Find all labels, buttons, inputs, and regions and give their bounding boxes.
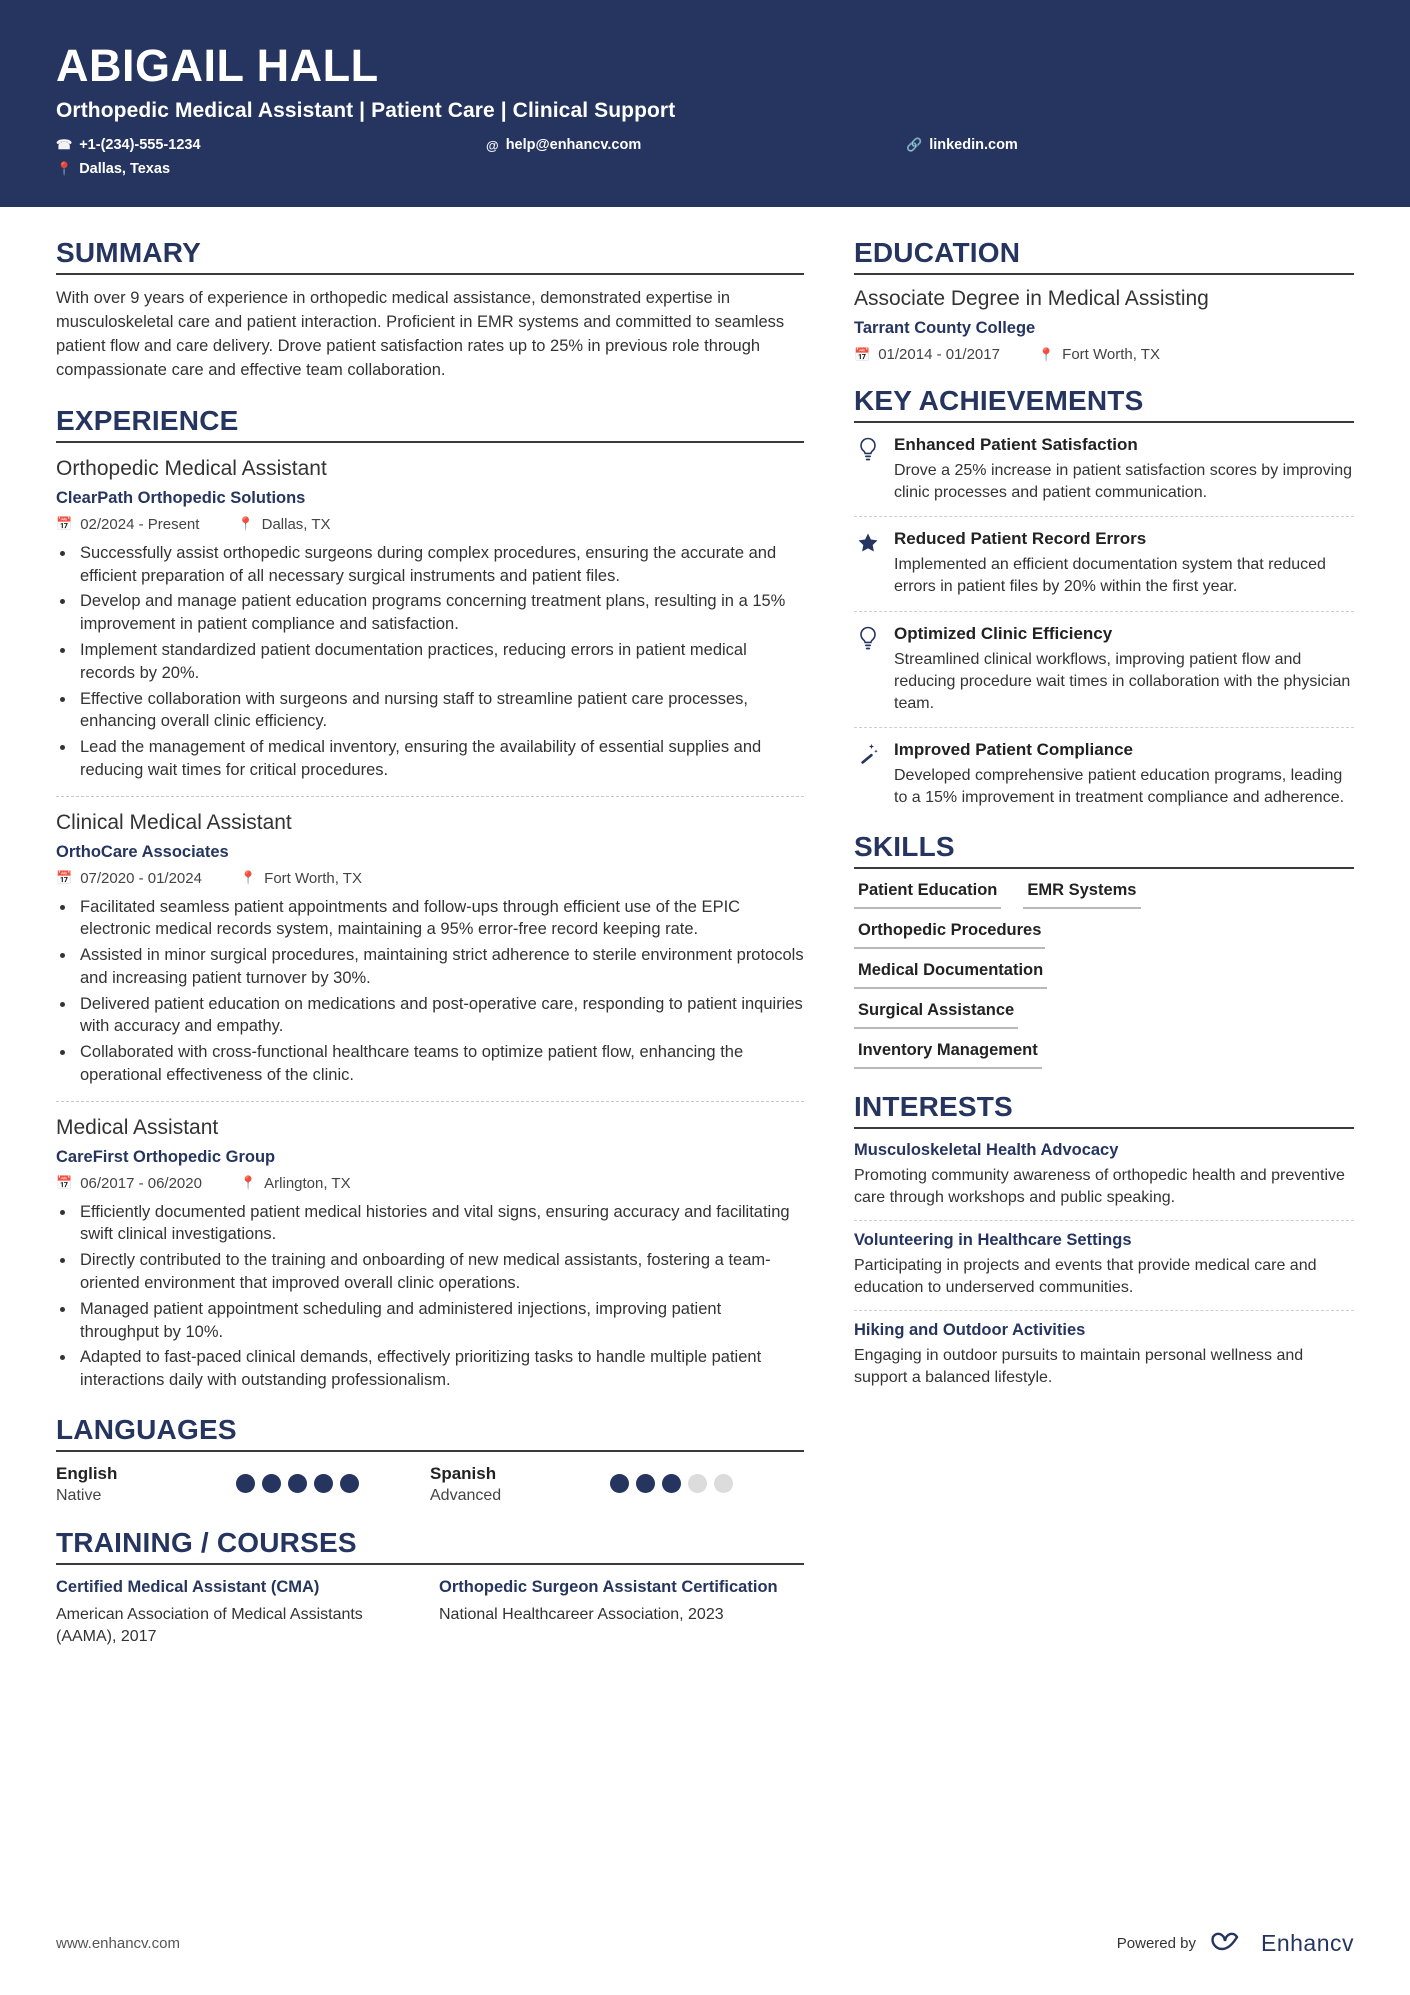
education-degree: Associate Degree in Medical Assisting bbox=[854, 287, 1209, 311]
skills-row bbox=[854, 1001, 1354, 1029]
section-rule bbox=[56, 1450, 804, 1452]
training-detail: National Healthcareer Association, 2023 bbox=[439, 1606, 724, 1624]
training-name: Orthopedic Surgeon Assistant Certification bbox=[439, 1577, 778, 1596]
item-divider bbox=[56, 796, 804, 797]
languages-list bbox=[56, 1464, 804, 1505]
job-bullet: • Adapted to fast-paced clinical demands, effectively prioritizing tasks to handle multiple patient interactions daily with outstanding professionalism. bbox=[76, 1346, 804, 1392]
calendar-icon: 📅 bbox=[56, 1175, 73, 1191]
achievement-title: Improved Patient Compliance bbox=[894, 739, 1133, 759]
contact-location-value: Dallas, Texas bbox=[79, 161, 171, 178]
enhancv-logo-icon bbox=[1210, 1931, 1252, 1957]
interest-name: Hiking and Outdoor Activities bbox=[854, 1321, 1086, 1340]
skill-tag: Orthopedic Procedures bbox=[854, 921, 1045, 949]
achievement-title: Enhanced Patient Satisfaction bbox=[894, 435, 1138, 455]
job-location: Fort Worth, TX bbox=[264, 869, 362, 887]
achievement-item bbox=[854, 529, 1354, 598]
job-role: Medical Assistant bbox=[56, 1115, 219, 1139]
section-rule bbox=[56, 441, 804, 443]
skill-tag: EMR Systems bbox=[1023, 881, 1140, 909]
job-bullet: • Effective collaboration with surgeons and nursing staff to streamline patient care processes, enhancing overall clinic efficiency. bbox=[76, 688, 804, 734]
contact-email bbox=[486, 137, 906, 153]
rating-dot bbox=[714, 1474, 733, 1493]
skill-tag: Patient Education bbox=[854, 881, 1001, 909]
skills-list bbox=[854, 881, 1354, 1069]
job-bullet: • Develop and manage patient education programs concerning treatment plans, resulting in a 15% improvement in patient compliance and satisfaction. bbox=[76, 590, 804, 636]
location-pin-icon: 📍 bbox=[56, 161, 73, 177]
resume-header bbox=[0, 0, 1410, 207]
summary-text: With over 9 years of experience in orthopedic medical assistance, demonstrated expertise in musculoskeletal care and patient interaction. Proficient in EMR systems and committed to seamless patient flow and care delivery. Drove patient satisfaction rates up to 25% in previous role through compassionate care and effective team collaboration. bbox=[56, 289, 785, 380]
language-rating bbox=[610, 1464, 733, 1493]
email-icon: @ bbox=[486, 137, 499, 153]
skills-row bbox=[854, 961, 1354, 989]
lightbulb-icon bbox=[854, 624, 882, 715]
section-title-languages: LANGUAGES bbox=[56, 1413, 237, 1445]
training-item bbox=[56, 1577, 421, 1648]
section-rule bbox=[854, 1127, 1354, 1129]
powered-by-label: Powered by bbox=[1116, 1935, 1196, 1952]
achievement-desc: Developed comprehensive patient education programs, leading to a 15% improvement in treatment compliance and adherence. bbox=[894, 766, 1345, 806]
right-column bbox=[854, 229, 1354, 1647]
item-divider bbox=[854, 1310, 1354, 1311]
job-location: Arlington, TX bbox=[264, 1174, 351, 1192]
job-bullet: • Implement standardized patient documentation practices, reducing errors in patient medical records by 20%. bbox=[76, 639, 804, 685]
skills-row bbox=[854, 881, 1354, 909]
achievement-title: Optimized Clinic Efficiency bbox=[894, 623, 1113, 643]
job-role: Orthopedic Medical Assistant bbox=[56, 456, 327, 480]
training-list bbox=[56, 1577, 804, 1648]
achievement-title: Reduced Patient Record Errors bbox=[894, 529, 1147, 549]
interest-desc: Engaging in outdoor pursuits to maintain personal wellness and support a balanced lifestyle. bbox=[854, 1347, 1304, 1387]
rating-dot bbox=[340, 1474, 359, 1493]
interest-item bbox=[854, 1231, 1354, 1299]
job-bullet: • Collaborated with cross-functional healthcare teams to optimize patient flow, enhancing the operational effectiveness of the clinic. bbox=[76, 1041, 804, 1087]
link-icon: 🔗 bbox=[906, 137, 923, 153]
skill-tag: Surgical Assistance bbox=[854, 1001, 1018, 1029]
rating-dot bbox=[636, 1474, 655, 1493]
interest-name: Volunteering in Healthcare Settings bbox=[854, 1231, 1132, 1250]
location-pin-icon: 📍 bbox=[1037, 346, 1055, 362]
language-labels bbox=[56, 1464, 236, 1505]
job-bullet: • Directly contributed to the training and onboarding of new medical assistants, fostering a team-oriented environment that improved overall clinic operations. bbox=[76, 1249, 804, 1295]
section-rule bbox=[56, 273, 804, 275]
job-company: CareFirst Orthopedic Group bbox=[56, 1147, 276, 1166]
magic-wand-icon bbox=[854, 740, 882, 809]
calendar-icon: 📅 bbox=[56, 516, 73, 532]
candidate-name: ABIGAIL HALL bbox=[56, 40, 379, 91]
language-level: Native bbox=[56, 1486, 102, 1504]
section-title-training: TRAINING / COURSES bbox=[56, 1526, 357, 1558]
job-bullets bbox=[76, 542, 804, 782]
experience-item bbox=[56, 811, 804, 1102]
calendar-icon: 📅 bbox=[854, 346, 871, 362]
contact-row-secondary bbox=[56, 161, 1354, 177]
item-divider bbox=[854, 727, 1354, 728]
job-dates: 02/2024 - Present bbox=[80, 515, 200, 533]
job-bullet: • Lead the management of medical inventory, ensuring the availability of essential supplies and reducing wait times for critical procedures. bbox=[76, 736, 804, 782]
job-company: OrthoCare Associates bbox=[56, 842, 229, 861]
location-pin-icon: 📍 bbox=[239, 870, 257, 886]
contact-phone bbox=[56, 137, 486, 153]
language-item bbox=[56, 1464, 430, 1505]
brand-logo bbox=[1210, 1930, 1354, 1957]
left-column bbox=[56, 229, 804, 1647]
contact-link[interactable] bbox=[906, 137, 1206, 153]
section-title-achievements: KEY ACHIEVEMENTS bbox=[854, 385, 1144, 417]
calendar-icon: 📅 bbox=[56, 870, 73, 886]
experience-item bbox=[56, 457, 804, 797]
skill-tag: Medical Documentation bbox=[854, 961, 1047, 989]
achievement-text bbox=[894, 529, 1354, 598]
section-rule bbox=[854, 421, 1354, 423]
language-level: Advanced bbox=[430, 1486, 502, 1504]
section-rule bbox=[56, 1563, 804, 1565]
job-dates: 07/2020 - 01/2024 bbox=[80, 869, 202, 887]
language-name: English bbox=[56, 1463, 118, 1483]
section-title-education: EDUCATION bbox=[854, 237, 1021, 269]
job-bullet: • Efficiently documented patient medical histories and vital signs, ensuring accuracy and facilitating swift clinical investigations. bbox=[76, 1201, 804, 1247]
brand-name: Enhancv bbox=[1260, 1930, 1354, 1956]
location-pin-icon: 📍 bbox=[237, 516, 254, 532]
education-dates: 01/2014 - 01/2017 bbox=[878, 346, 1000, 364]
achievement-desc: Streamlined clinical workflows, improving patient flow and reducing procedure wait times in collaboration with the physician team. bbox=[894, 650, 1351, 712]
section-title-skills: SKILLS bbox=[854, 830, 955, 862]
training-item bbox=[439, 1577, 804, 1648]
skills-row bbox=[854, 921, 1354, 949]
contact-phone-value: +1-(234)-555-1234 bbox=[79, 137, 201, 154]
job-bullets bbox=[76, 1201, 804, 1392]
rating-dot bbox=[314, 1474, 333, 1493]
interest-item bbox=[854, 1321, 1354, 1389]
language-item bbox=[430, 1464, 804, 1505]
job-meta bbox=[56, 516, 804, 533]
interest-desc: Promoting community awareness of orthopedic health and preventive care through workshops and public speaking. bbox=[854, 1166, 1345, 1207]
job-bullet: • Successfully assist orthopedic surgeons during complex procedures, ensuring the accurate and efficient preparation of all necessary surgical instruments and patient files. bbox=[76, 542, 804, 588]
section-title-experience: EXPERIENCE bbox=[56, 404, 239, 436]
achievement-item bbox=[854, 624, 1354, 715]
contact-email-value: help@enhancv.com bbox=[505, 137, 642, 154]
rating-dot bbox=[610, 1474, 629, 1493]
resume-footer bbox=[0, 1930, 1410, 1957]
job-role: Clinical Medical Assistant bbox=[56, 810, 292, 834]
job-bullet: • Delivered patient education on medications and post-operative care, responding to patient inquiries with accuracy and empathy. bbox=[76, 993, 804, 1039]
contact-location bbox=[56, 161, 486, 177]
job-location: Dallas, TX bbox=[261, 515, 331, 533]
item-divider bbox=[854, 516, 1354, 517]
item-divider bbox=[854, 1220, 1354, 1221]
footer-branding bbox=[1117, 1930, 1354, 1957]
rating-dot bbox=[662, 1474, 681, 1493]
footer-url[interactable]: www.enhancv.com bbox=[56, 1935, 180, 1952]
job-dates: 06/2017 - 06/2020 bbox=[80, 1174, 202, 1192]
achievement-text bbox=[894, 740, 1354, 809]
training-name: Certified Medical Assistant (CMA) bbox=[56, 1577, 320, 1596]
job-bullet: • Facilitated seamless patient appointments and follow-ups through efficient use of the EPIC electronic medical records system, maintaining a 95% error-free record keeping rate. bbox=[76, 896, 804, 942]
job-bullet: • Managed patient appointment scheduling and administered injections, improving patient throughput by 10%. bbox=[76, 1298, 804, 1344]
language-name: Spanish bbox=[430, 1463, 497, 1483]
job-company: ClearPath Orthopedic Solutions bbox=[56, 488, 306, 507]
job-meta bbox=[56, 870, 804, 887]
experience-item bbox=[56, 1116, 804, 1392]
interest-item bbox=[854, 1141, 1354, 1209]
language-labels bbox=[430, 1464, 610, 1505]
interest-name: Musculoskeletal Health Advocacy bbox=[854, 1140, 1119, 1159]
skills-row bbox=[854, 1041, 1354, 1069]
job-meta bbox=[56, 1175, 804, 1192]
skill-tag: Inventory Management bbox=[854, 1041, 1042, 1069]
achievement-text bbox=[894, 435, 1354, 504]
language-rating bbox=[236, 1464, 359, 1493]
job-bullet: • Assisted in minor surgical procedures, maintaining strict adherence to sterile environment protocols and increasing patient turnover by 30%. bbox=[76, 944, 804, 990]
interest-desc: Participating in projects and events that provide medical care and education to underserved communities. bbox=[854, 1257, 1317, 1297]
item-divider bbox=[56, 1101, 804, 1102]
section-title-summary: SUMMARY bbox=[56, 237, 202, 269]
rating-dot bbox=[262, 1474, 281, 1493]
phone-icon: ☎ bbox=[56, 137, 73, 153]
location-pin-icon: 📍 bbox=[239, 1175, 257, 1191]
star-icon bbox=[854, 529, 882, 598]
rating-dot bbox=[236, 1474, 255, 1493]
education-meta bbox=[854, 346, 1354, 363]
rating-dot bbox=[288, 1474, 307, 1493]
section-rule bbox=[854, 867, 1354, 869]
resume-body bbox=[0, 207, 1410, 1647]
lightbulb-icon bbox=[854, 435, 882, 504]
achievement-item bbox=[854, 435, 1354, 504]
achievement-desc: Drove a 25% increase in patient satisfaction scores by improving clinic processes and patient communication. bbox=[894, 462, 1352, 502]
education-school: Tarrant County College bbox=[854, 319, 1036, 338]
contact-link-value: linkedin.com bbox=[929, 137, 1018, 154]
rating-dot bbox=[688, 1474, 707, 1493]
section-rule bbox=[854, 273, 1354, 275]
achievement-text bbox=[894, 624, 1354, 715]
achievement-item bbox=[854, 740, 1354, 809]
achievement-desc: Implemented an efficient documentation system that reduced errors in patient files by 20% within the first year. bbox=[894, 556, 1326, 596]
education-location: Fort Worth, TX bbox=[1062, 346, 1160, 364]
education-item bbox=[854, 287, 1354, 363]
section-title-interests: INTERESTS bbox=[854, 1090, 1013, 1122]
training-detail: American Association of Medical Assistants (AAMA), 2017 bbox=[56, 1606, 363, 1645]
item-divider bbox=[854, 611, 1354, 612]
candidate-tagline: Orthopedic Medical Assistant | Patient Care | Clinical Support bbox=[56, 99, 676, 123]
contact-row-primary bbox=[56, 137, 1354, 153]
job-bullets bbox=[76, 896, 804, 1087]
